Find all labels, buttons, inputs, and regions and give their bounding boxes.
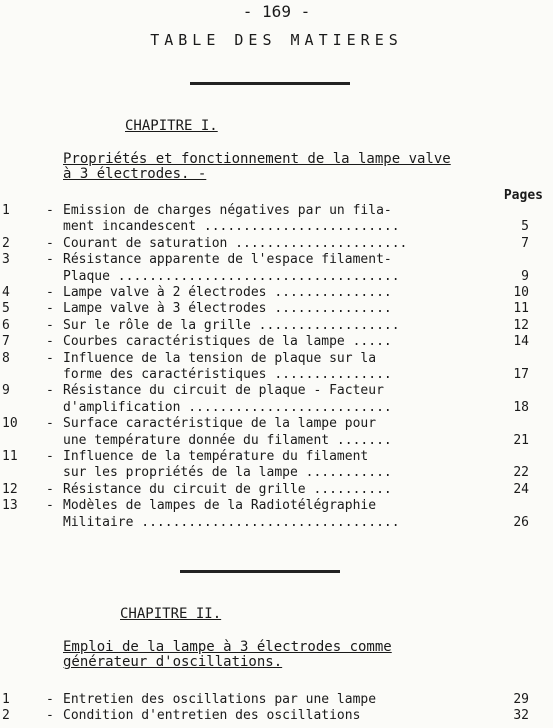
toc-entry-dash: - bbox=[46, 285, 54, 300]
toc-row bbox=[0, 708, 553, 723]
toc-row bbox=[0, 449, 553, 464]
toc-row bbox=[0, 219, 553, 234]
toc-entry-dash: - bbox=[46, 416, 54, 432]
toc-row bbox=[0, 285, 553, 300]
toc-entry-text: Influence de la tension de plaque sur la bbox=[63, 350, 377, 366]
divider-middle bbox=[180, 570, 340, 573]
toc-row bbox=[0, 351, 553, 366]
toc-entry-number: 7 bbox=[2, 334, 10, 350]
toc-entry-number: 2 bbox=[2, 708, 10, 724]
toc-entry-page: 26 bbox=[513, 514, 529, 530]
toc-entry-text: Modèles de lampes de la Radiotélégraphie bbox=[63, 498, 377, 514]
toc-entry-text: Influence de la température du filament bbox=[63, 449, 369, 464]
toc-entry-page: 10 bbox=[513, 285, 529, 300]
toc-entry-page: 7 bbox=[521, 235, 529, 251]
toc-row bbox=[0, 367, 553, 382]
toc-entry-dash: - bbox=[46, 350, 54, 366]
toc-entry-dash: - bbox=[46, 481, 54, 497]
toc-entry-text: Surface caractéristique de la lampe pour bbox=[63, 416, 377, 432]
toc-entry-text: Courbes caractéristiques de la lampe ..... bbox=[63, 334, 392, 350]
toc-entry-text: Sur le rôle de la grille .................. bbox=[63, 317, 400, 333]
toc-entry-page: 17 bbox=[513, 367, 529, 382]
toc-row bbox=[0, 515, 553, 530]
toc-entry-text: Courant de saturation ...................... bbox=[63, 235, 408, 251]
toc-row bbox=[0, 318, 553, 333]
toc-entry-number: 2 bbox=[2, 235, 10, 251]
toc-row bbox=[0, 416, 553, 431]
toc-entry-text: Militaire ................................. bbox=[63, 514, 400, 530]
toc-entry-text: Emission de charges négatives par un fila- bbox=[63, 203, 392, 218]
toc-entry-number: 4 bbox=[2, 285, 10, 300]
toc-row bbox=[0, 400, 553, 415]
toc-entry-number: 3 bbox=[2, 252, 10, 268]
toc-entry-text: Lampe valve à 3 électrodes ............... bbox=[63, 301, 392, 317]
toc-entry-page: 5 bbox=[521, 219, 529, 235]
toc-entry-text: sur les propriétés de la lampe ........... bbox=[63, 465, 392, 481]
toc-row bbox=[0, 433, 553, 448]
toc-row bbox=[0, 383, 553, 398]
toc-entry-number: 1 bbox=[2, 692, 10, 707]
toc-entry-dash: - bbox=[46, 317, 54, 333]
toc-row bbox=[0, 203, 553, 218]
toc-row bbox=[0, 236, 553, 251]
toc-entry-text: ment incandescent ......................... bbox=[63, 219, 400, 235]
toc-entry-page: 21 bbox=[513, 432, 529, 448]
toc-entry-number: 10 bbox=[2, 416, 18, 432]
toc-entry-number: 6 bbox=[2, 317, 10, 333]
toc-row bbox=[0, 334, 553, 349]
toc-entry-text: Résistance du circuit de grille .......... bbox=[63, 481, 392, 497]
toc-entry-dash: - bbox=[46, 203, 54, 218]
chapter-1-subtitle-line2: à 3 électrodes. - bbox=[63, 166, 207, 182]
toc-entry-number: 8 bbox=[2, 350, 10, 366]
toc-entry-text: Résistance du circuit de plaque - Facteur bbox=[63, 383, 384, 399]
toc-entry-number: 5 bbox=[2, 301, 10, 317]
toc-entry-text: Condition d'entretien des oscillations bbox=[63, 708, 361, 724]
chapter-1-heading: CHAPITRE I. bbox=[125, 118, 218, 134]
chapter-2-subtitle-line1: Emploi de la lampe à 3 électrodes comme bbox=[63, 639, 392, 655]
toc-entry-text: d'amplification .......................... bbox=[63, 399, 392, 415]
page-number: - 169 - bbox=[242, 2, 311, 21]
toc-row bbox=[0, 465, 553, 480]
toc-entry-page: 9 bbox=[521, 268, 529, 284]
toc-entry-dash: - bbox=[46, 334, 54, 350]
toc-entry-dash: - bbox=[46, 383, 54, 399]
toc-row bbox=[0, 269, 553, 284]
chapter-2-heading: CHAPITRE II. bbox=[120, 606, 222, 622]
toc-entry-number: 13 bbox=[2, 498, 18, 514]
divider-top bbox=[190, 82, 350, 85]
toc-entry-page: 32 bbox=[513, 708, 529, 724]
toc-entry-dash: - bbox=[46, 708, 54, 724]
toc-row bbox=[0, 252, 553, 267]
toc-entry-number: 1 bbox=[2, 203, 10, 218]
document-title: TABLE DES MATIERES bbox=[150, 31, 403, 49]
toc-entry-dash: - bbox=[46, 449, 54, 464]
toc-entry-dash: - bbox=[46, 252, 54, 268]
toc-entry-number: 11 bbox=[2, 449, 18, 464]
toc-entry-page: 22 bbox=[513, 465, 529, 481]
toc-row bbox=[0, 692, 553, 707]
toc-entry-dash: - bbox=[46, 301, 54, 317]
toc-entry-page: 24 bbox=[513, 481, 529, 497]
toc-row bbox=[0, 498, 553, 513]
toc-entry-text: Plaque .................................... bbox=[63, 268, 400, 284]
toc-entry-page: 14 bbox=[513, 334, 529, 350]
toc-entry-text: forme des caractéristiques ............... bbox=[63, 367, 392, 382]
toc-entry-number: 12 bbox=[2, 481, 18, 497]
toc-entry-page: 12 bbox=[513, 317, 529, 333]
toc-row bbox=[0, 301, 553, 316]
toc-entry-text: une température donnée du filament ....... bbox=[63, 432, 392, 448]
toc-entry-dash: - bbox=[46, 498, 54, 514]
toc-entry-text: Entretien des oscillations par une lampe bbox=[63, 692, 377, 707]
toc-entry-page: 18 bbox=[513, 399, 529, 415]
chapter-1-subtitle-line1: Propriétés et fonctionnement de la lampe valve bbox=[63, 151, 451, 167]
toc-entry-page: 11 bbox=[513, 301, 529, 317]
toc-entry-text: Résistance apparente de l'espace filament- bbox=[63, 252, 392, 268]
chapter-2-subtitle-line2: générateur d'oscillations. bbox=[63, 654, 283, 670]
toc-entry-page: 29 bbox=[513, 692, 529, 707]
pages-column-header: Pages bbox=[503, 188, 543, 203]
toc-entry-text: Lampe valve à 2 électrodes ............... bbox=[63, 285, 392, 300]
toc-entry-dash: - bbox=[46, 692, 54, 707]
toc-entry-number: 9 bbox=[2, 383, 10, 399]
toc-entry-dash: - bbox=[46, 235, 54, 251]
toc-row bbox=[0, 482, 553, 497]
